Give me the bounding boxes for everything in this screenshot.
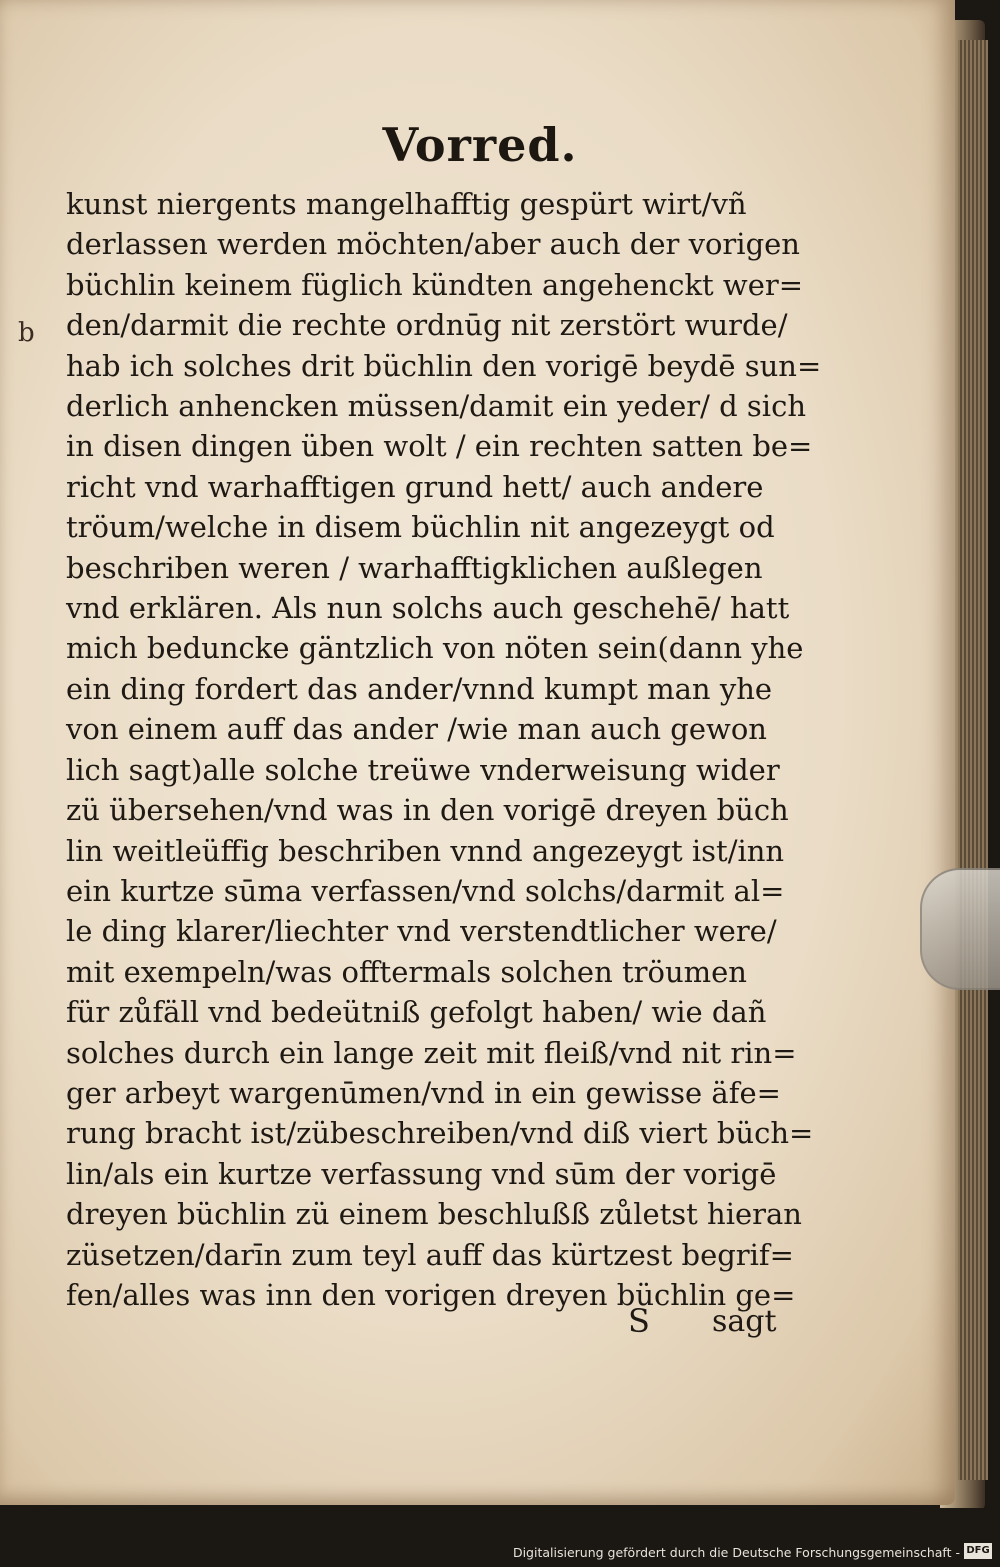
text-line: solches durch ein lange zeit mit fleiß/vnd nit rin= xyxy=(66,1035,797,1070)
text-line: in disen dingen üben wolt / ein rechten satten be= xyxy=(66,429,813,464)
page-clip xyxy=(920,868,1000,990)
page-stack-edge xyxy=(958,40,988,1480)
page-heading: Vorred. xyxy=(382,118,578,172)
digitization-credit: Digitalisierung gefördert durch die Deutsche Forschungsgemeinschaft - xyxy=(512,1545,960,1560)
text-line: ger arbeyt wargenūmen/vnd in ein gewisse äfe= xyxy=(66,1075,781,1110)
body-text xyxy=(66,184,822,1315)
catchword: sagt xyxy=(712,1304,777,1339)
text-line: rung bracht ist/zübeschreiben/vnd diß viert büch= xyxy=(66,1116,814,1151)
text-line: hab ich solches drit büchlin den vorigē beydē sun= xyxy=(66,348,822,383)
text-line: von einem auff das ander /wie man auch gewon xyxy=(66,712,767,747)
text-line: den/darmit die rechte ordnūg nit zerstört wurde/ xyxy=(66,308,788,343)
text-line: ein ding fordert das ander/vnnd kumpt man yhe xyxy=(66,671,773,706)
text-line: mit exempeln/was offtermals solchen tröumen xyxy=(66,954,747,989)
text-line: derlich anhencken müssen/damit ein yeder/ d sich xyxy=(66,389,806,424)
text-line: lin weitleüffig beschriben vnnd angezeygt ist/inn xyxy=(66,833,785,868)
text-line: kunst niergents mangelhafftig gespürt wirt/vñ xyxy=(66,187,747,221)
margin-annotation: b xyxy=(18,318,35,348)
text-line: le ding klarer/liechter vnd verstendtlicher were/ xyxy=(66,914,777,949)
text-line: lin/als ein kurtze verfassung vnd sūm der vorigē xyxy=(66,1156,777,1191)
text-line: richt vnd warhafftigen grund hett/ auch andere xyxy=(66,469,764,504)
text-line: lich sagt)alle solche treüwe vnderweisung wider xyxy=(66,752,780,787)
text-line: büchlin keinem füglich kündten angehenckt wer= xyxy=(66,267,804,302)
text-line: zü übersehen/vnd was in den vorigē dreyen büch xyxy=(66,793,789,828)
text-line: züsetzen/darīn zum teyl auff das kürtzest begrif= xyxy=(66,1237,794,1272)
text-line: vnd erklären. Als nun solchs auch geschehē/ hatt xyxy=(66,591,790,626)
text-line: tröum/welche in disem büchlin nit angezeygt od xyxy=(66,510,775,545)
text-line: dreyen büchlin zü einem beschlußß zůletst hieran xyxy=(66,1197,802,1232)
signature-mark: S xyxy=(628,1302,650,1340)
text-line: mich beduncke gäntzlich von nöten sein(dann yhe xyxy=(66,631,804,666)
show-through-bleed xyxy=(195,125,315,165)
text-line: derlassen werden möchten/aber auch der vorigen xyxy=(66,227,800,262)
text-line: für zůfäll vnd bedeütniß gefolgt haben/ wie dañ xyxy=(66,995,767,1030)
text-line: ein kurtze sūma verfassen/vnd solchs/darmit al= xyxy=(66,873,785,908)
dfg-logo-icon: DFG xyxy=(964,1543,992,1559)
text-line: beschriben weren / warhafftigklichen außlegen xyxy=(66,550,763,585)
text-line: fen/alles was inn den vorigen dreyen büchlin ge= xyxy=(66,1277,796,1312)
